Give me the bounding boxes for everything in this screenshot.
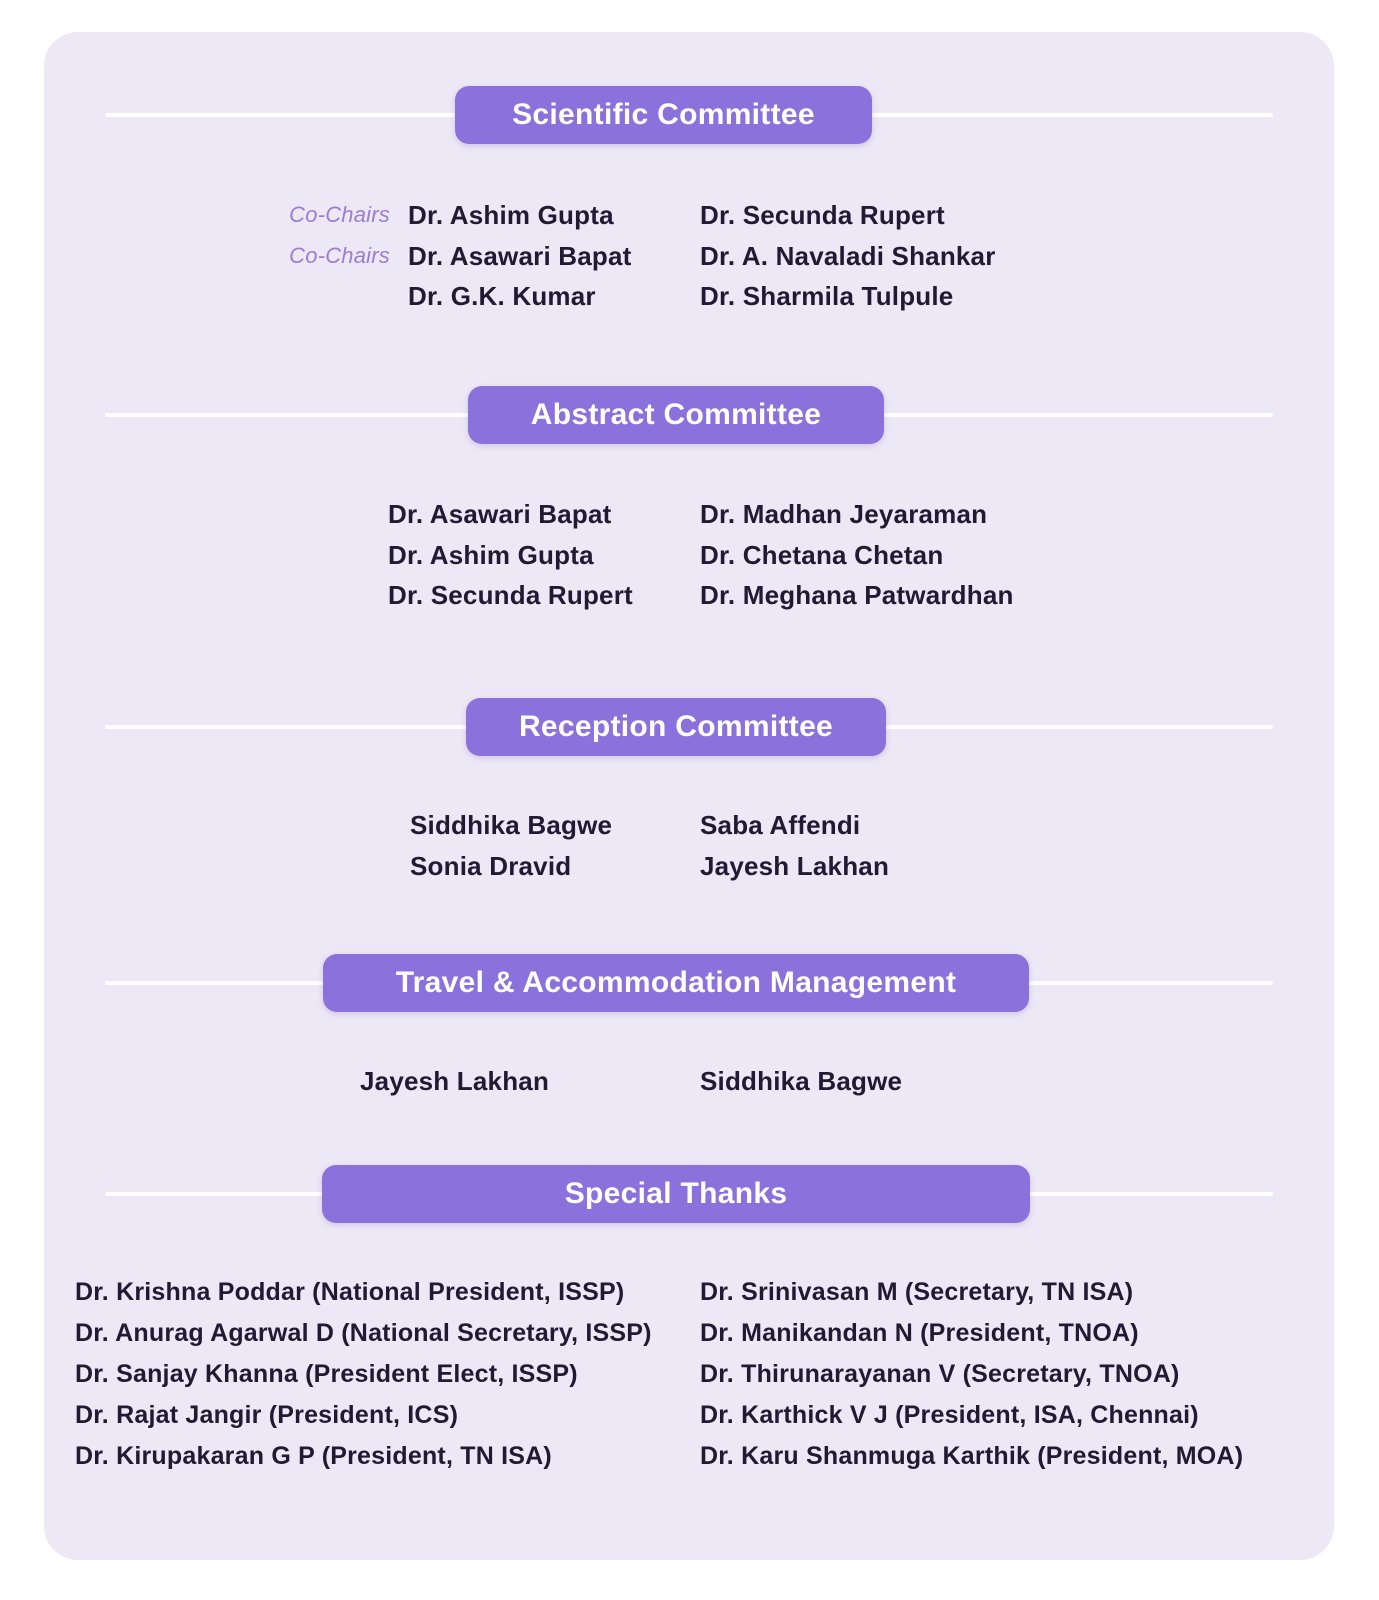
member-row [44, 805, 1334, 846]
member-row [44, 1395, 1334, 1436]
section-title: Reception Committee [518, 710, 834, 743]
member-row [44, 1061, 1334, 1102]
member-name: Dr. Sharmila Tulpule [700, 281, 954, 311]
member-name: Dr. Rajat Jangir (President, ICS) [75, 1401, 459, 1429]
role-label: Co-Chairs [289, 242, 390, 268]
section-header-scientific [44, 86, 1334, 144]
member-name: Dr. Karthick V J (President, ISA, Chennai) [700, 1401, 1199, 1429]
member-name: Dr. Karu Shanmuga Karthik (President, MOA) [700, 1442, 1244, 1470]
member-name: Dr. Asawari Bapat [388, 499, 612, 529]
section-header-reception [44, 698, 1334, 756]
member-name: Saba Affendi [700, 810, 861, 840]
member-name: Jayesh Lakhan [700, 850, 890, 881]
section-title: Abstract Committee [530, 398, 822, 431]
member-name: Dr. Manikandan N (President, TNOA) [700, 1319, 1139, 1347]
section-badge-reception [466, 698, 886, 756]
section-title: Special Thanks [564, 1177, 788, 1210]
member-row [44, 1354, 1334, 1395]
member-row [44, 846, 1334, 887]
member-name: Dr. Ashim Gupta [408, 200, 614, 230]
member-name: Dr. Secunda Rupert [388, 580, 633, 610]
member-name: Dr. G.K. Kumar [408, 281, 596, 311]
member-row [44, 195, 1334, 236]
member-row [44, 494, 1334, 535]
section-header-special-thanks [44, 1165, 1334, 1223]
member-row [44, 1272, 1334, 1313]
section-badge-special-thanks [322, 1165, 1030, 1223]
member-name: Dr. Madhan Jeyaraman [700, 499, 988, 529]
member-row [44, 535, 1334, 576]
section-badge-travel [323, 954, 1029, 1012]
member-row [44, 276, 1334, 317]
member-name: Dr. Chetana Chetan [700, 539, 944, 570]
member-name: Jayesh Lakhan [360, 1066, 550, 1096]
member-list-reception [44, 805, 1334, 886]
section-title: Travel & Accommodation Management [395, 966, 957, 999]
member-list-abstract [44, 494, 1334, 616]
member-name: Dr. Meghana Patwardhan [700, 580, 1014, 610]
role-label: Co-Chairs [289, 202, 390, 227]
member-name: Dr. A. Navaladi Shankar [700, 240, 996, 271]
section-header-abstract [44, 386, 1334, 444]
member-list-special-thanks [44, 1272, 1334, 1477]
member-name: Dr. Kirupakaran G P (President, TN ISA) [75, 1442, 552, 1470]
member-name: Dr. Ashim Gupta [388, 539, 594, 570]
member-name: Dr. Secunda Rupert [700, 200, 945, 230]
member-name: Siddhika Bagwe [410, 810, 613, 840]
member-name: Siddhika Bagwe [700, 1066, 903, 1096]
member-name: Dr. Sanjay Khanna (President Elect, ISSP) [75, 1360, 578, 1388]
section-title: Scientific Committee [512, 98, 815, 131]
member-name: Dr. Thirunarayanan V (Secretary, TNOA) [700, 1360, 1180, 1388]
member-row [44, 236, 1334, 277]
member-name: Dr. Krishna Poddar (National President, ISSP) [75, 1278, 625, 1306]
member-name: Dr. Asawari Bapat [408, 240, 632, 271]
committee-flyer-card [44, 32, 1334, 1560]
member-row [44, 1313, 1334, 1354]
section-header-travel [44, 954, 1334, 1012]
section-badge-abstract [468, 386, 884, 444]
member-name: Sonia Dravid [410, 850, 572, 881]
member-row [44, 575, 1334, 616]
member-row [44, 1436, 1334, 1477]
member-name: Dr. Srinivasan M (Secretary, TN ISA) [700, 1278, 1134, 1306]
member-list-scientific [44, 195, 1334, 317]
section-badge-scientific [455, 86, 872, 144]
member-name: Dr. Anurag Agarwal D (National Secretary, ISSP) [75, 1319, 652, 1347]
member-list-travel [44, 1061, 1334, 1102]
